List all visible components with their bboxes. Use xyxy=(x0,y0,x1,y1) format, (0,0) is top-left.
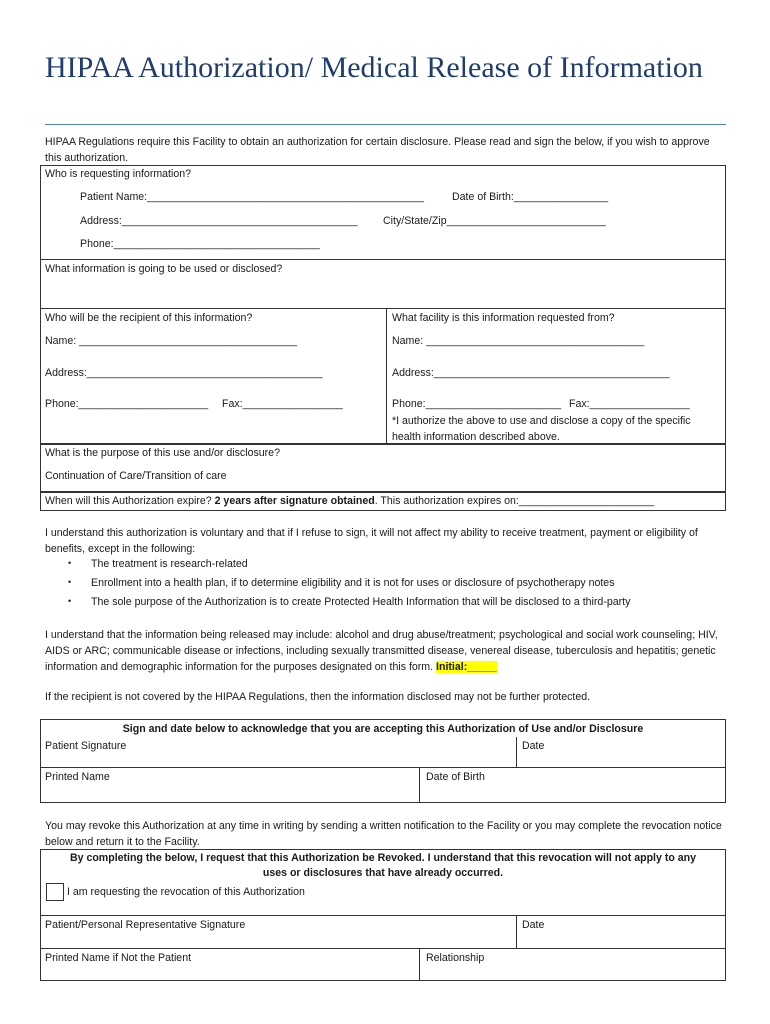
not-covered-text: If the recipient is not covered by the HIPAA Regulations, then the information disclosed may not be further protected. xyxy=(45,691,591,703)
revocation-checkbox-label: I am requesting the revocation of this Authorization xyxy=(67,886,305,898)
facility-address-field[interactable]: Address:________________________________________ xyxy=(392,367,670,379)
purpose-value: Continuation of Care/Transition of care xyxy=(45,470,227,482)
bullet-icon: • xyxy=(68,558,72,568)
title-underline xyxy=(45,124,726,125)
city-state-zip-field[interactable]: City/State/Zip___________________________ xyxy=(383,215,606,227)
relationship-field[interactable]: Relationship xyxy=(426,952,485,964)
divider xyxy=(386,308,387,444)
recipient-fax-field[interactable]: Fax:_________________ xyxy=(222,398,343,410)
list-item: The sole purpose of the Authorization is to create Protected Health Information that will be disclosed to a third-party xyxy=(91,596,631,608)
intro-text: HIPAA Regulations require this Facility to obtain an authorization for certain disclosure. Please read and sign the below, if you wish to approve this authorization. xyxy=(45,136,710,164)
recipient-address-field[interactable]: Address:________________________________________ xyxy=(45,367,323,379)
bullet-icon: • xyxy=(68,596,72,606)
facility-name-field[interactable]: Name: _____________________________________ xyxy=(392,335,645,347)
facility-authorization-note: *I authorize the above to use and disclose a copy of the specific health information described above. xyxy=(392,415,691,443)
revocation-heading-line1: By completing the below, I request that this Authorization be Revoked. I understand that this revocation will not apply to any xyxy=(69,852,697,864)
requester-heading: Who is requesting information? xyxy=(45,168,192,180)
list-item: The treatment is research-related xyxy=(91,558,248,570)
divider xyxy=(419,767,420,803)
divider xyxy=(516,737,517,767)
facility-heading: What facility is this information requested from? xyxy=(392,312,615,324)
printed-name-not-patient-field[interactable]: Printed Name if Not the Patient xyxy=(45,952,192,964)
divider xyxy=(40,915,726,916)
divider xyxy=(516,915,517,948)
page-title: HIPAA Authorization/ Medical Release of Information xyxy=(45,51,703,84)
dob-field[interactable]: Date of Birth:________________ xyxy=(452,191,609,203)
rep-signature-field[interactable]: Patient/Personal Representative Signature xyxy=(45,919,246,931)
recipient-heading: Who will be the recipient of this information? xyxy=(45,312,253,324)
divider xyxy=(419,948,420,981)
revoke-text: You may revoke this Authorization at any time in writing by sending a written notification to the Facility or you may complete the revocation notice below and return it to the Facility. xyxy=(45,820,722,848)
purpose-heading: What is the purpose of this use and/or disclosure? xyxy=(45,447,280,459)
revocation-date-field[interactable]: Date xyxy=(522,919,545,931)
release-info-text xyxy=(45,627,725,675)
address-field[interactable]: Address:________________________________________ xyxy=(80,215,358,227)
bullet-icon: • xyxy=(68,577,72,587)
signature-heading: Sign and date below to acknowledge that you are accepting this Authorization of Use and/or Disclosure xyxy=(122,723,644,735)
phone-field[interactable]: Phone:___________________________________ xyxy=(80,238,320,250)
initial-field[interactable]: Initial:_____ xyxy=(436,661,497,673)
date-field[interactable]: Date xyxy=(522,740,545,752)
patient-signature-field[interactable]: Patient Signature xyxy=(45,740,127,752)
info-disclosed-heading: What information is going to be used or disclosed? xyxy=(45,263,283,275)
release-info-body: I understand that the information being released may include: alcohol and drug abuse/treatment; psychological and social work counseling; HIV, AIDS or ARC; communicable disease or infections, including sexually transmitted disease, venereal disease, tuberculosis and hepatitis; genetic information and demographic information for the purposes designated on this form. xyxy=(45,629,718,673)
divider xyxy=(40,259,726,260)
patient-name-field[interactable]: Patient Name:_______________________________________________ xyxy=(80,191,425,203)
revocation-checkbox[interactable] xyxy=(46,883,64,901)
recipient-name-field[interactable]: Name: _____________________________________ xyxy=(45,335,298,347)
facility-fax-field[interactable]: Fax:_________________ xyxy=(569,398,690,410)
dob-signature-field[interactable]: Date of Birth xyxy=(426,771,485,783)
divider xyxy=(40,767,726,768)
expiration-prefix: When will this Authorization expire? xyxy=(45,495,212,507)
expiration-term: 2 years after signature obtained xyxy=(214,495,375,507)
list-item: Enrollment into a health plan, if to determine eligibility and it is not for uses or disclosure of psychotherapy notes xyxy=(91,577,615,589)
recipient-phone-field[interactable]: Phone:______________________ xyxy=(45,398,209,410)
expiration-date-field[interactable]: . This authorization expires on:_______________________ xyxy=(374,495,655,507)
expiration-text xyxy=(45,494,654,509)
divider xyxy=(40,948,726,949)
revocation-heading-line2: uses or disclosures that have already occurred. xyxy=(262,867,504,879)
facility-phone-field[interactable]: Phone:_______________________ xyxy=(392,398,562,410)
printed-name-field[interactable]: Printed Name xyxy=(45,771,110,783)
voluntary-text: I understand this authorization is voluntary and that if I refuse to sign, it will not affect my ability to receive treatment, payment or eligibility of benefits, except in the following: xyxy=(45,527,698,555)
